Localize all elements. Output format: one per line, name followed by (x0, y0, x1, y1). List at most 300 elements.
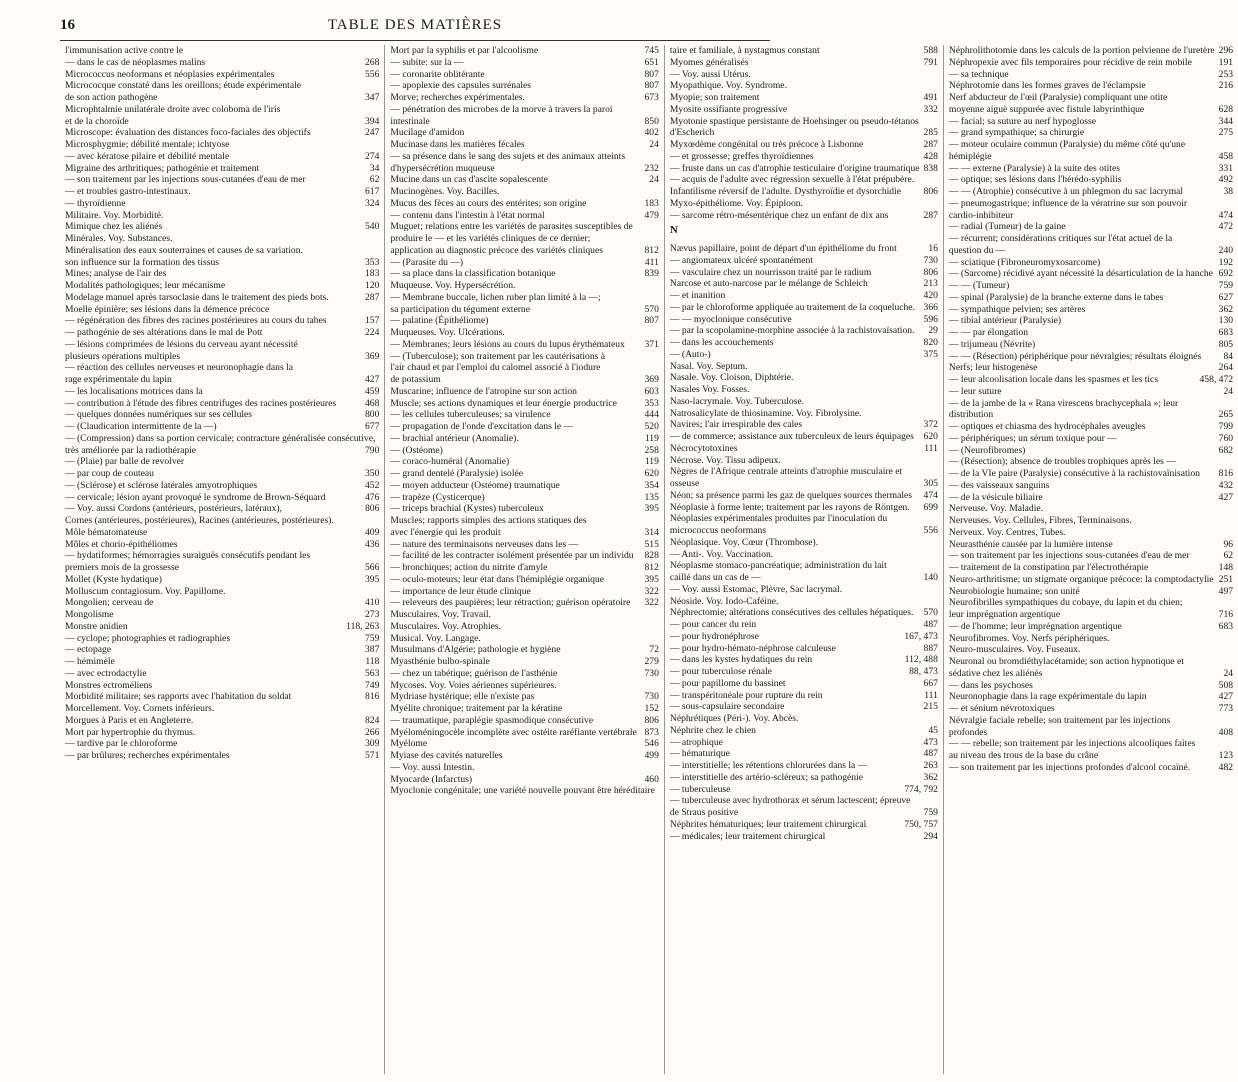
entry-text: — tardive par le chloroforme (65, 738, 178, 750)
entry-text: — médicales; leur traitement chirurgical (669, 830, 826, 842)
entry-text: — importance de leur étude clinique (390, 585, 531, 597)
entry-text: Neuro-arthritisme; un stigmate organique précoce: la comptodactylie (948, 573, 1214, 585)
entry-text: Nerfs; leur histogenèse (948, 362, 1038, 374)
entry-text: Myxœdème congénital ou très précoce à Lisbonne (669, 139, 864, 150)
index-entry (949, 750, 1233, 762)
index-entry (65, 597, 379, 609)
entry-text: — pour hydronéphrose (669, 630, 759, 642)
entry-text: Musulmans d'Algérie; pathologie et hygiène (390, 644, 561, 656)
index-entry (949, 738, 1233, 750)
index-entry (390, 574, 659, 586)
entry-text: — oculo-moteurs; leur état dans l'hémiplégie organique (390, 573, 604, 585)
entry-text: — Anti-. Voy. Vaccination. (669, 548, 774, 560)
entry-text: Nasale. Voy. Cloison, Diphtérie. (669, 372, 794, 384)
index-entry (390, 163, 659, 175)
entry-text: — vasculaire chez un nourrisson traité par le radium (669, 266, 872, 278)
entry-text: — traitement de la constipation par l'électrothérapie (948, 562, 1149, 573)
entry-text: — — myoclonique consécutive (669, 313, 792, 325)
index-entry (670, 325, 938, 337)
entry-page-ref: 497 (1218, 585, 1234, 597)
entry-page-ref: 824 (364, 714, 380, 726)
entry-text: Monstre anidien (65, 620, 128, 632)
index-column-3 (665, 45, 944, 1074)
entry-page-ref: 264 (1218, 362, 1234, 374)
entry-page-ref: 38 (1223, 186, 1234, 197)
entry-page-ref: 806 (923, 186, 938, 197)
entry-page-ref: 369 (644, 374, 659, 385)
entry-text: Naso-lacrymale. Voy. Tuberculose. (669, 395, 805, 407)
index-entry (390, 539, 659, 551)
entry-text: Néphrotomie dans les formes graves de l'éclampsie (948, 80, 1146, 92)
entry-page-ref (375, 456, 379, 468)
index-entry (390, 127, 659, 139)
index-entry (390, 609, 659, 621)
entry-text: — pour papillome du bassinet (669, 677, 786, 689)
entry-text: — releveurs des paupières; leur rétraction; guérison opératoire (390, 597, 631, 609)
entry-page-ref: 745 (644, 45, 659, 56)
entry-page-ref: 566 (364, 562, 380, 573)
entry-page-ref: 119 (644, 432, 659, 444)
entry-text: — (Ostéome) (390, 444, 443, 456)
index-entry (390, 715, 659, 727)
entry-page-ref: 620 (923, 431, 938, 442)
index-entry (949, 727, 1233, 739)
entry-text: — chez un tabétique; guérison de l'asthénie (390, 667, 558, 679)
entry-page-ref: 410 (364, 597, 380, 609)
index-entry (670, 560, 938, 572)
entry-text: — subite: sur la — (390, 56, 464, 68)
entry-text: — de la VIe paire (Paralysie) consécutive à la rachistovaïnisation (948, 468, 1200, 479)
index-entry (390, 304, 659, 316)
entry-page-ref: 251 (1218, 573, 1234, 585)
index-entry (65, 362, 379, 374)
entry-page-ref: 287 (923, 139, 938, 150)
entry-text: Mongolien; cerveau de (65, 597, 154, 609)
entry-text: sédative chez les aliénés (948, 667, 1043, 679)
index-entry (390, 351, 659, 363)
index-entry (390, 116, 659, 128)
entry-text: — (Résection); absence de troubles trophiques après les — (948, 456, 1176, 468)
index-column-1 (60, 45, 385, 1074)
entry-text: — pathogénie de ses altérations dans le mal de Pott (65, 327, 263, 338)
entry-page-ref (655, 621, 659, 633)
index-entry (670, 116, 938, 128)
entry-page-ref (375, 362, 379, 374)
entry-page-ref (1229, 503, 1233, 515)
index-entry (670, 619, 938, 631)
entry-page-ref: 838 (923, 162, 938, 174)
index-entry (670, 772, 938, 784)
entry-page-ref: 620 (644, 468, 659, 479)
entry-page-ref: 627 (1218, 291, 1234, 303)
index-entry (390, 210, 659, 222)
index-entry (390, 257, 659, 269)
entry-text: — cyclope; photographies et radiographies (65, 632, 231, 644)
entry-page-ref (655, 362, 659, 374)
index-entry (670, 174, 938, 186)
index-entry (949, 656, 1233, 668)
entry-text: — Membrane buccale, lichen ruber plan limité à la —; (390, 291, 601, 303)
index-entry (949, 562, 1233, 574)
index-entry (949, 186, 1233, 198)
entry-text: intestinale (390, 115, 430, 127)
entry-page-ref: 216 (1218, 80, 1234, 92)
entry-text: Neurasthénie causée par la lumière intense (948, 538, 1113, 550)
index-entry (65, 609, 379, 621)
index-entry (670, 513, 938, 525)
entry-page-ref: 617 (364, 186, 380, 197)
index-entry (949, 268, 1233, 280)
index-entry (949, 609, 1233, 621)
entry-page-ref: 667 (923, 677, 938, 689)
index-entry (949, 151, 1233, 163)
entry-text: — sous-capsulaire secondaire (669, 701, 785, 713)
index-entry (390, 738, 659, 750)
entry-text: distribution (948, 409, 994, 421)
index-entry (65, 503, 379, 515)
entry-page-ref: 716 (1218, 609, 1234, 620)
index-entry (670, 678, 938, 690)
entry-page-ref: 515 (644, 538, 659, 550)
entry-page-ref: 468 (364, 397, 380, 409)
entry-page-ref (655, 609, 659, 621)
index-entry (670, 701, 938, 713)
entry-text: — (Sarcome) récidivé ayant nécessité la désarticulation de la hanche (948, 268, 1213, 280)
entry-page-ref: 183 (644, 197, 659, 209)
entry-page-ref (1229, 515, 1233, 527)
entry-page-ref: 387 (364, 644, 380, 656)
entry-page-ref: 140 (923, 572, 938, 583)
entry-page-ref: 759 (364, 632, 380, 644)
entry-page-ref: 123 (1218, 750, 1234, 761)
entry-text: — sarcome rétro-mésentérique chez un enfant de dix ans (669, 209, 889, 221)
index-entry (390, 339, 659, 351)
entry-page-ref (1229, 644, 1233, 656)
entry-page-ref (655, 104, 659, 116)
entry-text: Môles et chorio-épithéliomes (65, 538, 178, 550)
entry-text: Morve; recherches expérimentales. (390, 92, 525, 103)
index-entry (390, 398, 659, 410)
entry-page-ref: 268 (364, 56, 380, 68)
index-entry (65, 327, 379, 339)
entry-page-ref: 499 (644, 750, 659, 761)
entry-page-ref: 409 (364, 526, 380, 538)
entry-page-ref: 791 (923, 56, 938, 68)
entry-page-ref: 96 (1223, 538, 1234, 550)
entry-text: — acquis de l'adulte avec régression sexuelle à l'état prépubère. (669, 174, 915, 186)
index-entry (670, 819, 938, 831)
index-entry (670, 92, 938, 104)
entry-text: Myopie; son traitement (669, 92, 760, 103)
index-entry (65, 292, 379, 304)
entry-text: Muscarine; influence de l'atropine sur son action (390, 385, 577, 397)
entry-page-ref: 265 (1218, 409, 1234, 421)
index-entry (65, 174, 379, 186)
entry-text: — (Sclérose) et sclérose latérales amyotrophiques (65, 479, 258, 491)
index-entry (65, 691, 379, 703)
index-entry (65, 304, 379, 316)
index-entry (390, 362, 659, 374)
entry-page-ref: 474 (1218, 209, 1234, 221)
entry-page-ref: 263 (923, 760, 938, 771)
entry-page-ref: 411 (644, 256, 659, 268)
entry-text: — par le chloroforme appliquée au traitement de la coqueluche. (669, 301, 915, 313)
index-entry (65, 233, 379, 245)
entry-text: — — (Résection) périphérique pour névralgies; résultats éloignés (948, 350, 1202, 362)
entry-text: — sympathique pelvien; ses artères (948, 303, 1086, 315)
entry-text: Neurofibromes. Voy. Nerfs périphériques. (948, 632, 1110, 644)
index-entry (670, 290, 938, 302)
entry-text: produire le — et les variétés cliniques de ce dernier; (390, 233, 591, 244)
index-entry (65, 574, 379, 586)
index-entry (949, 92, 1233, 104)
entry-text: Muqueuses. Voy. Ulcérations. (390, 327, 505, 338)
index-entry (390, 174, 659, 186)
index-entry (949, 69, 1233, 81)
entry-page-ref: 148 (1218, 562, 1234, 573)
entry-page-ref: 427 (1218, 491, 1234, 503)
entry-text: — récurrent; considérations critiques sur l'état actuel de la (948, 233, 1173, 244)
entry-text: Neurobiologie humaine; son unité (948, 585, 1080, 597)
index-entry (65, 268, 379, 280)
entry-page-ref: 62 (369, 174, 380, 186)
index-entry (390, 245, 659, 257)
entry-page-ref: 111 (924, 689, 938, 701)
index-entry (949, 57, 1233, 69)
index-entry (390, 515, 659, 527)
entry-text: — avec ectrodactylie (65, 667, 147, 679)
entry-text: Nerveuses. Voy. Cellules, Fibres, Terminaisons. (948, 515, 1132, 526)
index-entry (390, 727, 659, 739)
entry-page-ref: 347 (364, 92, 380, 103)
entry-page-ref: 395 (364, 573, 380, 585)
entry-text: Nerf abducteur de l'œil (Paralysie) compliquant une otite (948, 92, 1168, 103)
entry-page-ref: 324 (364, 197, 380, 209)
entry-text: Microphtalmie unilatérale droite avec coloboma de l'iris (65, 103, 281, 115)
entry-page-ref: 305 (923, 478, 938, 489)
index-entry (670, 372, 938, 384)
entry-text: Microsphygmie; débilité mentale; ichtyose (65, 139, 230, 150)
entry-page-ref: 850 (644, 115, 659, 127)
index-entry (670, 713, 938, 725)
entry-text: Mucine dans un cas d'ascite sopalescente (390, 174, 548, 186)
entry-page-ref: 344 (1218, 115, 1234, 127)
entry-text: caillé dans un cas de — (669, 572, 761, 583)
entry-page-ref (1229, 398, 1233, 410)
index-entry (390, 668, 659, 680)
index-entry (949, 644, 1233, 656)
index-entry (670, 198, 938, 210)
entry-text: — et grossesse; greffes thyroïdiennes (669, 150, 814, 162)
entry-page-ref: 628 (1218, 103, 1234, 115)
index-entry (670, 631, 938, 643)
index-entry (949, 691, 1233, 703)
entry-page-ref: 472 (1218, 221, 1234, 233)
entry-text: Neurofibrilles sympathiques du cobaye, du lapin et du chien; (948, 597, 1183, 609)
index-entry (65, 621, 379, 633)
entry-text: Môle hématomateuse (65, 526, 148, 538)
entry-page-ref: 474 (923, 489, 938, 501)
entry-page-ref: 427 (1218, 691, 1234, 703)
index-entry (949, 409, 1233, 421)
entry-text: Micrococcus neoformans et néoplasies expérimentales (65, 68, 275, 80)
entry-text: — tuberculeuse avec hydrothorax et sérum lactescent; épreuve (669, 795, 911, 807)
entry-page-ref: 353 (644, 397, 659, 409)
entry-page-ref (934, 560, 938, 572)
entry-page-ref: 820 (923, 337, 938, 348)
entry-page-ref: 24 (1223, 385, 1234, 397)
index-entry (65, 515, 379, 527)
entry-text: Mucinase dans les matières fécales (390, 139, 525, 150)
entry-page-ref: 651 (644, 56, 659, 68)
entry-page-ref: 232 (644, 162, 659, 174)
index-entry (670, 139, 938, 151)
entry-page-ref: 331 (1218, 162, 1234, 174)
entry-page-ref: 759 (1218, 280, 1234, 291)
index-entry (390, 433, 659, 445)
entry-text: Néphrolithotomie dans les calculs de la portion pelvienne de l'uretère (948, 45, 1215, 56)
entry-text: premiers mois de la grossesse (65, 562, 180, 573)
entry-page-ref: 487 (923, 748, 938, 760)
entry-page-ref (655, 680, 659, 692)
entry-page-ref (375, 210, 379, 222)
index-entry (390, 80, 659, 92)
entry-page-ref: 362 (1218, 303, 1234, 315)
index-entry (670, 419, 938, 431)
index-entry (390, 292, 659, 304)
entry-page-ref: 287 (923, 209, 938, 221)
index-entry (390, 139, 659, 151)
index-entry (390, 386, 659, 398)
entry-text: Minérales. Voy. Substances. (65, 233, 173, 244)
entry-text: — son traitement par les injections sous-cutanées d'eau de mer (65, 174, 306, 186)
index-entry (390, 92, 659, 104)
index-entry (390, 703, 659, 715)
entry-text: — régénération des fibres des racines postérieures au cours du tabes (65, 315, 327, 327)
entry-text: Myocarde (Infarctus) (390, 773, 473, 785)
index-entry (949, 433, 1233, 445)
entry-text: Nerveux. Voy. Centres, Tubes. (948, 526, 1066, 538)
entry-text: — lésions comprimées de lésions du cerveau ayant nécessité (65, 338, 298, 350)
entry-text: Monstres ectroméliens (65, 679, 153, 691)
index-entry (65, 116, 379, 128)
entry-text: l'immunisation active contre le (65, 45, 184, 56)
index-entry (949, 421, 1233, 433)
index-entry (670, 267, 938, 279)
entry-page-ref: 805 (1218, 338, 1234, 350)
entry-page-ref (375, 515, 379, 527)
entry-text: — contribution à l'étude des fibres centrifuges des racines postérieures (65, 397, 337, 409)
entry-text: Natrosalicylate de thiosinamine. Voy. Fibrolysine. (669, 407, 862, 419)
index-entry (949, 515, 1233, 527)
entry-text: — réaction des cellules nerveuses et neuronophagie dans la (65, 362, 294, 374)
entry-page-ref: 773 (1218, 703, 1234, 714)
entry-page-ref (934, 455, 938, 467)
index-entry (670, 490, 938, 502)
entry-text: Musculaires. Voy. Atrophies. (390, 620, 502, 632)
entry-page-ref: 118, 263 (346, 620, 380, 632)
entry-text: Modelage manuel après tarsoclasie dans le traitement des pieds bots. (65, 291, 329, 303)
entry-text: — et troubles gastro-intestinaux. (65, 186, 191, 197)
entry-text: — — par élongation (948, 327, 1029, 338)
entry-page-ref: 673 (644, 92, 659, 103)
entry-page-ref: 16 (928, 243, 938, 254)
entry-page-ref (655, 515, 659, 527)
entry-text: — leur alcoolisation locale dans les spasmes et les tics (948, 374, 1159, 385)
entry-page-ref: 570 (644, 303, 659, 315)
entry-text: — (Auto-) (669, 348, 711, 360)
entry-text: Narcose et auto-narcose par le mélange de Schleich (669, 278, 868, 290)
entry-page-ref (655, 280, 659, 292)
entry-page-ref: 395 (644, 573, 659, 585)
entry-page-ref (934, 361, 938, 373)
entry-text: Infantilisme réversif de l'adulte. Dysthyroïdie et dysorchidie (669, 186, 902, 197)
entry-text: Mucinogènes. Voy. Bacilles. (390, 186, 500, 197)
entry-page-ref: 683 (1218, 327, 1234, 338)
index-entry (949, 574, 1233, 586)
index-entry (65, 186, 379, 198)
entry-page-ref (934, 584, 938, 596)
entry-page-ref: 790 (364, 444, 380, 456)
entry-text: hémiplégie (948, 150, 992, 162)
entry-text: Nécrose. Voy. Tissu adipeux. (669, 454, 781, 466)
entry-text: Mycoses. Voy. Voies aériennes supérieures. (390, 679, 557, 691)
entry-page-ref: 476 (364, 491, 380, 503)
index-entry (949, 210, 1233, 222)
index-entry (65, 421, 379, 433)
entry-text: Microscope: évaluation des distances foco-faciales des objectifs (65, 127, 311, 139)
entry-text: — interstitielle; les rétentions chlorurées dans la — (669, 760, 868, 771)
index-entry (390, 315, 659, 327)
entry-text: — par la scopolamine-morphine associée à la rachistovaïsation. (669, 325, 915, 337)
entry-page-ref (375, 233, 379, 245)
entry-page-ref: 24 (1223, 667, 1234, 679)
entry-text: leur imprégnation argentique (948, 609, 1061, 620)
index-column-2 (385, 45, 665, 1074)
index-entry (65, 527, 379, 539)
entry-text: — fruste dans un cas d'atrophie testiculaire d'origine traumatique (669, 162, 920, 174)
index-entry (949, 174, 1233, 186)
page-title: TABLE DES MATIÈRES (327, 16, 503, 33)
index-entry (670, 127, 938, 139)
entry-page-ref (1229, 198, 1233, 210)
entry-text: et de la choroïde (65, 115, 129, 127)
index-entry (949, 492, 1233, 504)
entry-text: Néphrites hématuriques; leur traitement chirurgical (669, 818, 867, 830)
entry-page-ref: 873 (644, 726, 659, 738)
entry-text: — Voy. aussi Intestin. (390, 761, 475, 773)
entry-page-ref: 806 (923, 266, 938, 278)
index-entry (670, 584, 938, 596)
entry-page-ref: 492 (1218, 174, 1234, 186)
entry-page-ref: 240 (1218, 244, 1234, 256)
index-entry (670, 760, 938, 772)
entry-page-ref: 588 (923, 45, 938, 56)
index-entry (949, 633, 1233, 645)
index-entry (949, 398, 1233, 410)
entry-text: — spinal (Paralysie) de la branche externe dans le tabes (948, 291, 1164, 303)
entry-text: — (Neurofibromes) (948, 444, 1026, 456)
index-entry (949, 351, 1233, 363)
entry-text: Mucilage d'amidon (390, 127, 465, 139)
entry-text: cardio-inhibiteur (948, 209, 1014, 221)
entry-page-ref: 828 (644, 550, 659, 562)
entry-page-ref: 839 (644, 268, 659, 280)
index-entry (65, 715, 379, 727)
entry-page-ref: 683 (1218, 620, 1234, 632)
index-entry (949, 362, 1233, 374)
index-entry (65, 198, 379, 210)
